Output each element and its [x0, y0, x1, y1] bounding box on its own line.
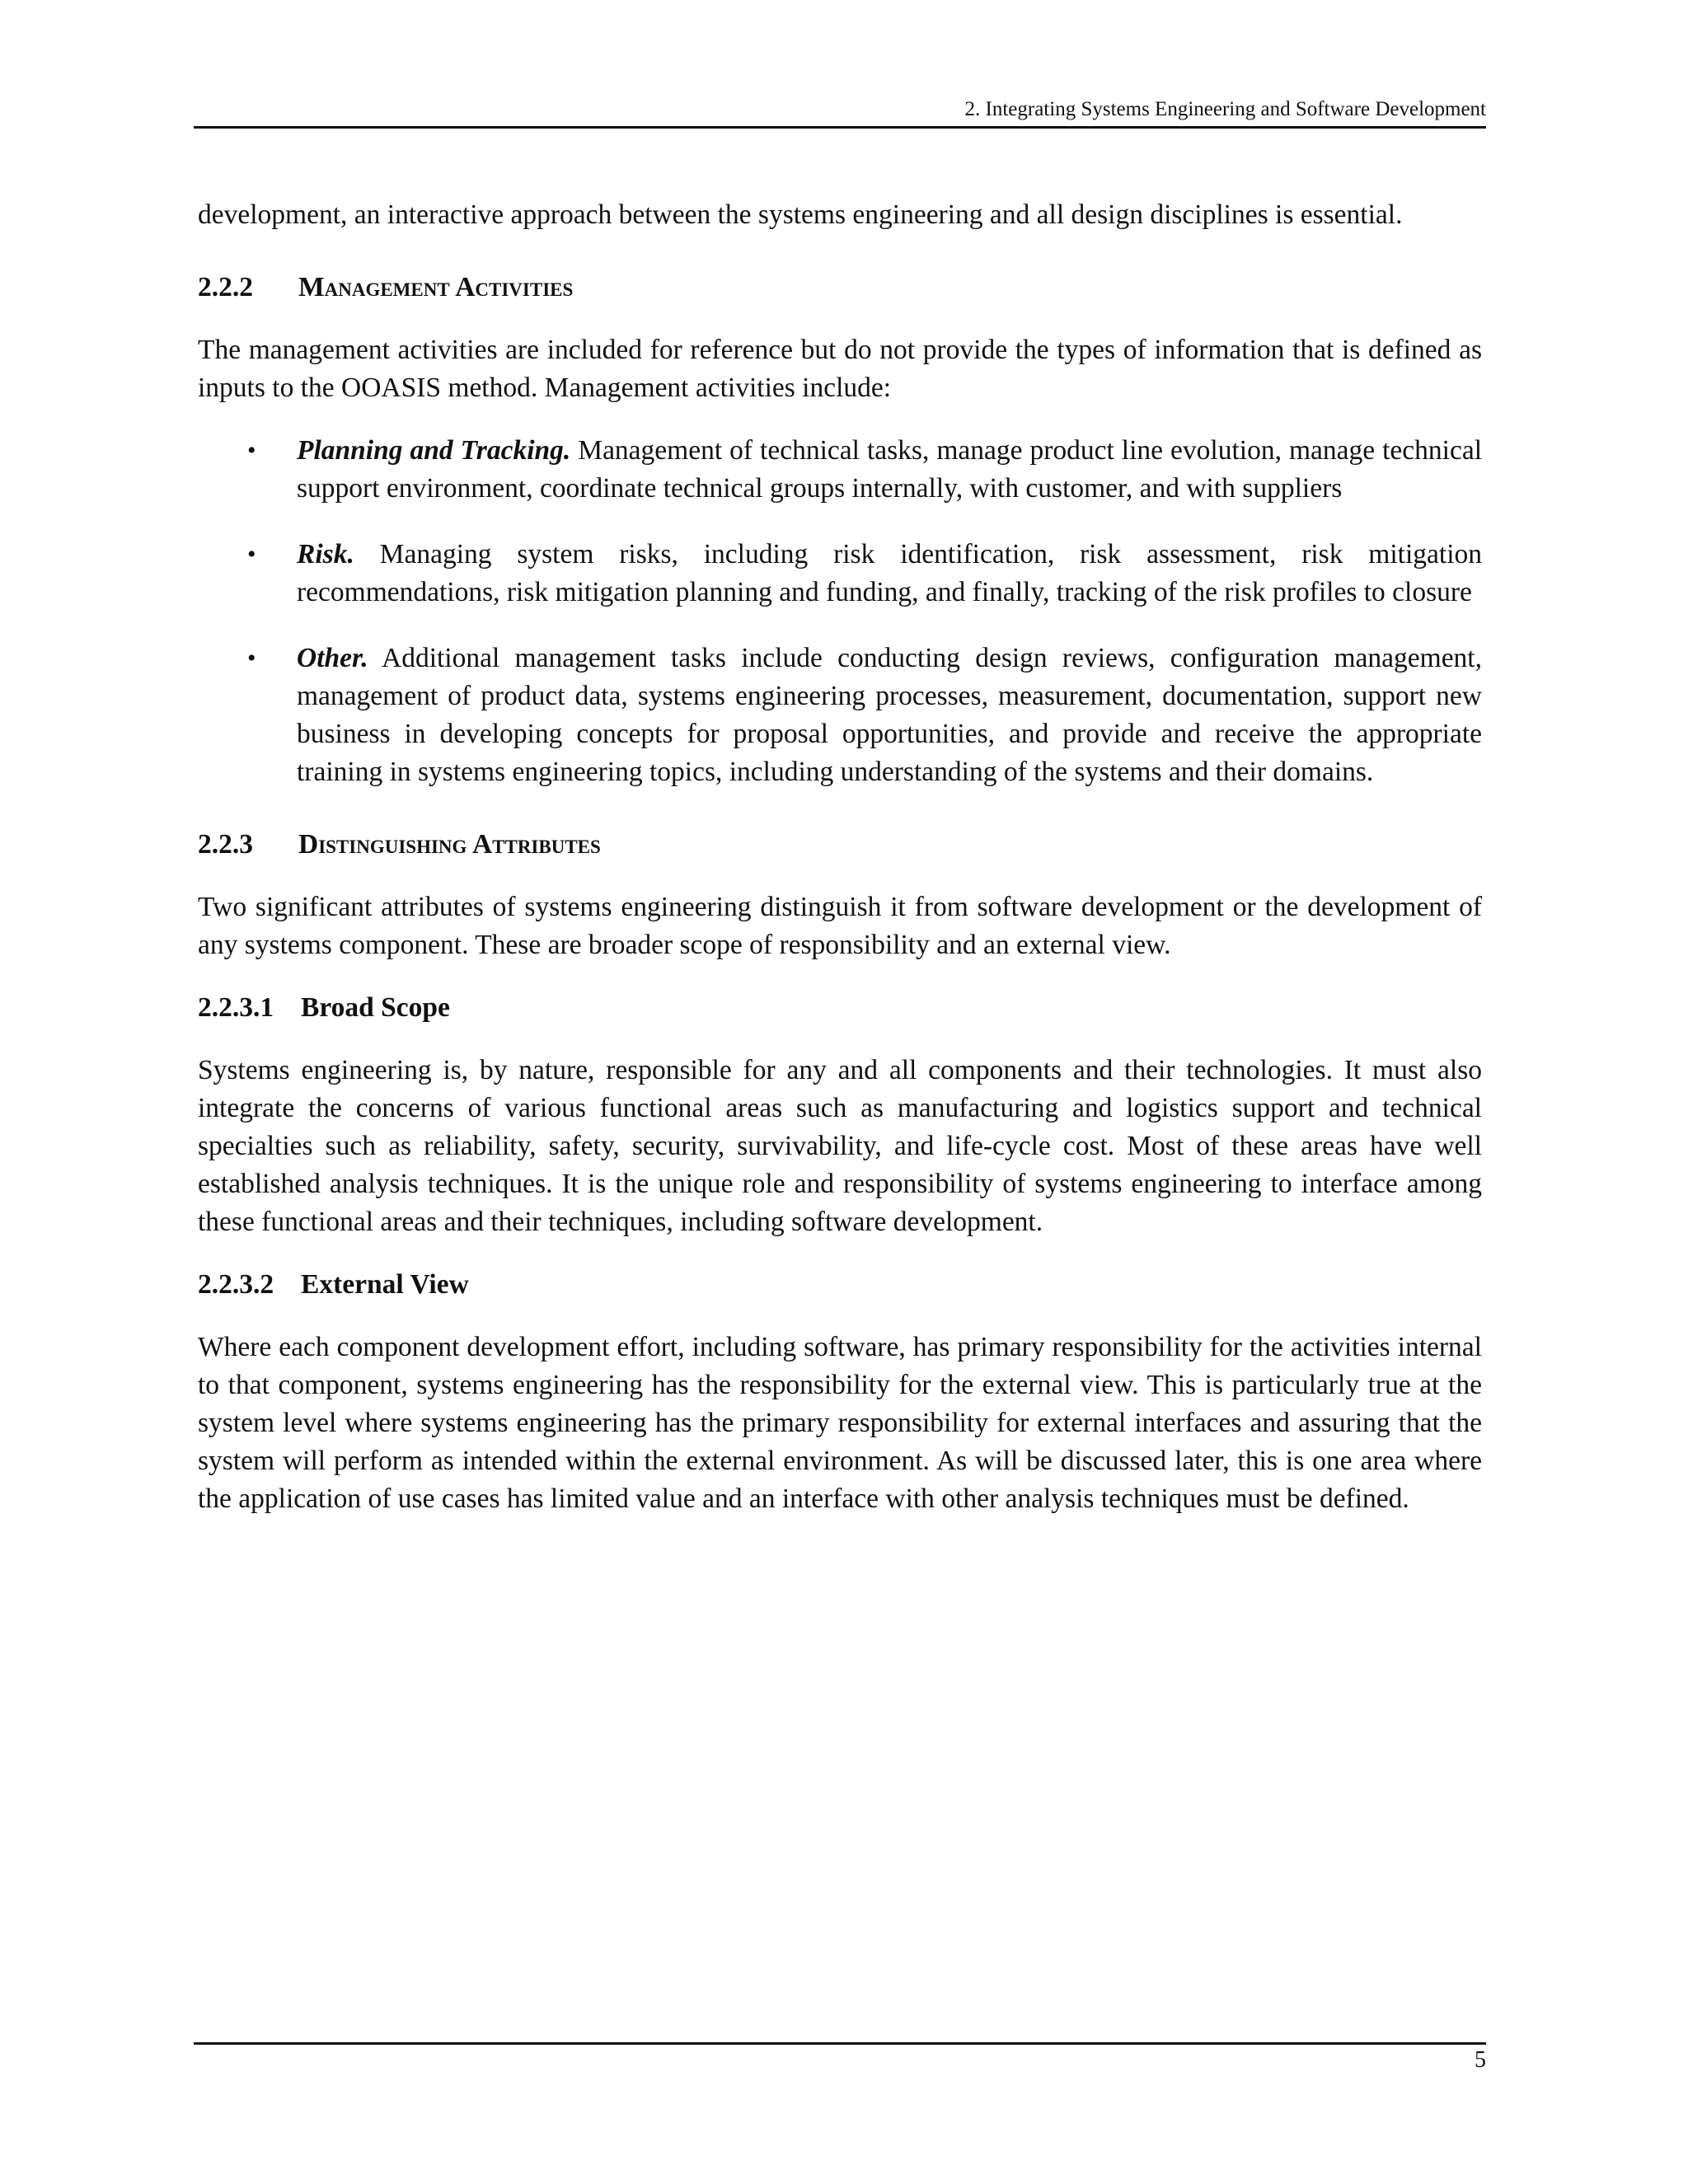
page-number: 5 [1475, 2047, 1486, 2073]
bullet-item-risk [198, 536, 1482, 612]
bullet-item-other [198, 640, 1482, 791]
bullet-text: Additional management tasks include conducting design reviews, configuration management, management of product data, systems engineering processes, measurement, documentation, support new business in developing concepts for proposal opportunities, and provide and receive the appropriate training in systems engineering topics, including understanding of the systems and their domains. [297, 643, 1482, 787]
bullet-item-planning [198, 432, 1482, 508]
intro-paragraph: development, an interactive approach between the systems engineering and all design disciplines is essential. [198, 199, 1403, 230]
subsection-heading-broad-scope [198, 989, 1482, 1027]
bullet-lead: Risk. [297, 539, 354, 569]
footer-rule [194, 2042, 1486, 2045]
external-view-paragraph: Where each component development effort, including software, has primary responsibility for the activities internal to that component, systems engineering has the responsibility for the external view. This is particularly true at the system level where systems engineering has the primary responsibility for external interfaces and assuring that the system will perform as intended within the external environment. As will be discussed later, this is one area where the application of use cases has limited value and an interface with other analysis techniques must be defined. [198, 1332, 1482, 1514]
section-title: Management Activities [298, 272, 574, 302]
subsection-heading-external-view [198, 1266, 1482, 1304]
bullet-text: Management of technical tasks, manage product line evolution, manage technical support environment, coordinate technical groups internally, with customer, and with suppliers [297, 435, 1482, 504]
subsection-title: Broad Scope [301, 992, 450, 1023]
bullet-text: Managing system risks, including risk identification, risk assessment, risk mitigation recommendations, risk mitigation planning and funding, and finally, tracking of the risk profiles to closure [297, 539, 1483, 607]
bullet-icon: • [247, 644, 256, 672]
section-heading-distinguishing-attributes [198, 826, 1482, 864]
section-number: 2.2.3 [198, 829, 253, 860]
subsection-title: External View [301, 1269, 469, 1300]
subsection-number: 2.2.3.2 [198, 1269, 274, 1300]
broad-scope-paragraph: Systems engineering is, by nature, responsible for any and all components and their technologies. It must also integrate the concerns of various functional areas such as manufacturing and logistics support and technical specialties such as reliability, safety, security, survivability, and life-cycle cost. Most of these areas have well established analysis techniques. It is the unique role and responsibility of systems engineering to interface among these functional areas and their techniques, including software development. [198, 1055, 1482, 1237]
section-title: Distinguishing Attributes [298, 829, 601, 860]
bullet-lead: Other. [297, 643, 368, 673]
section-heading-management-activities [198, 269, 1482, 307]
header-rule [194, 126, 1486, 129]
bullet-icon: • [247, 541, 256, 568]
section-number: 2.2.2 [198, 272, 253, 302]
page-content [198, 196, 1482, 1518]
running-header: 2. Integrating Systems Engineering and Software Development [964, 98, 1486, 120]
management-bullet-list [198, 432, 1482, 791]
bullet-icon: • [247, 437, 256, 464]
distinguishing-paragraph: Two significant attributes of systems engineering distinguish it from software development or the development of any systems component. These are broader scope of responsibility and an external view. [198, 892, 1482, 960]
management-paragraph: The management activities are included for reference but do not provide the types of information that is defined as inputs to the OOASIS method. Management activities include: [198, 335, 1482, 403]
bullet-lead: Planning and Tracking. [297, 435, 571, 466]
subsection-number: 2.2.3.1 [198, 992, 274, 1023]
